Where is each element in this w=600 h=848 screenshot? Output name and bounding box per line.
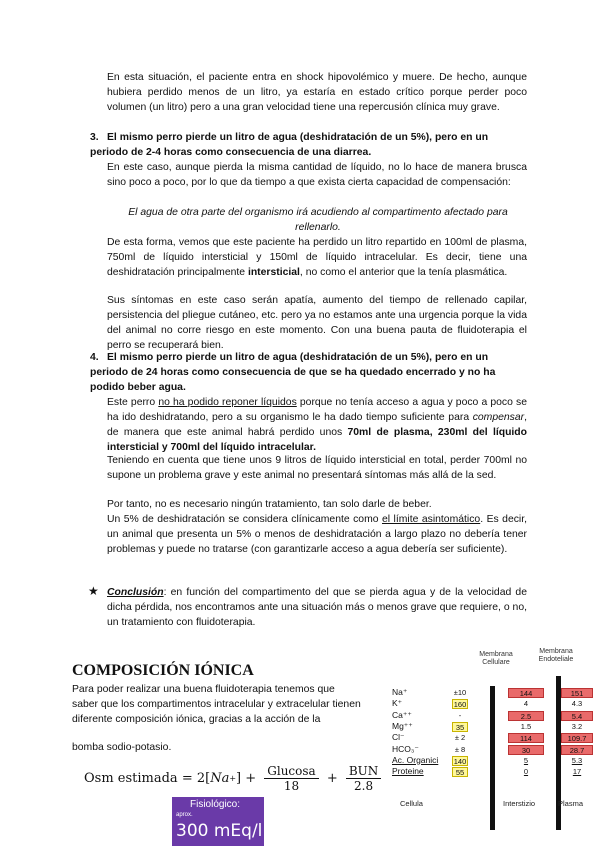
ion-label: Ac. Organici <box>392 754 439 765</box>
cell-value: - <box>458 710 462 720</box>
formula-rhs: ] + <box>236 770 261 786</box>
formula-sup: + <box>229 773 237 783</box>
interstitial-value: 144 <box>508 688 544 698</box>
item-4-title-text: El mismo perro pierde un litro de agua (deshidratación de un 5%), pero en un periodo de 24 horas como consecuencia de que se ha quedado encerrado y no ha podido beber agua. <box>90 352 496 393</box>
bun-bot: 2.8 <box>354 778 374 793</box>
i4p4-a: Un 5% de deshidratación se considera clínicamente como <box>107 514 382 525</box>
cell-value: 160 <box>453 700 467 710</box>
item-4-number: 4. <box>90 352 99 363</box>
ion-label: Proteine <box>392 766 424 777</box>
interstitial-value: 30 <box>508 745 544 755</box>
section-paragraph: Para poder realizar una buena fluidoterapia tenemos que saber que los compartimentos intracelular y extracelular tienen diferente composición iónica, gracias a la acción de la <box>72 684 361 725</box>
cell-value: 55 <box>452 767 468 777</box>
item-3-title-text: El mismo perro pierde un litro de agua (deshidratación de un 5%), pero en un periodo de 2-4 horas como consecuencia de una diarrea. <box>90 132 489 158</box>
plasma-value: 5.4 <box>561 711 593 721</box>
item-3-title <box>90 130 527 160</box>
item-4-paragraph-3: Por tanto, no es necesario ningún tratamiento, tan solo darle de beber. <box>107 499 432 510</box>
cell-value: ± 2 <box>454 733 466 743</box>
i4p4-underline: el límite asintomático <box>382 514 481 525</box>
interstitial-value: 114 <box>508 733 544 743</box>
ion-label: HCO₃⁻ <box>392 743 419 754</box>
intro-paragraph: En esta situación, el paciente entra en shock hipovolémico y muere. De hecho, aunque hubiera perdido menos de un litro, ya estaría en estado crítico porque perder poco volumen (un litro) pero a una gran velocidad tiene una repercusión clínica muy grave. <box>107 72 527 113</box>
interstitial-value: 0 <box>523 767 529 777</box>
plasma-value: 4.3 <box>571 699 583 709</box>
box-value: 300 mEq/l <box>176 821 263 841</box>
bun-fraction <box>346 764 381 793</box>
formula-lhs: Osm estimada = 2[ <box>84 770 211 786</box>
ion-label: Na⁺ <box>392 687 408 697</box>
item-4-paragraph-4 <box>107 512 527 557</box>
p2-text-a: De esta forma, vemos que este paciente ha perdido un litro repartido en 100ml de plasma, 750ml de líquido intersticial y 150ml de líquido intracelular. Es decir, tiene una deshidratación principalmente <box>107 237 527 278</box>
i4-italic: compensar <box>472 412 525 423</box>
plasma-value: 109.7 <box>561 733 593 743</box>
plasma-value: 151 <box>561 688 593 698</box>
plasma-value: 28.7 <box>561 745 593 755</box>
plasma-value: 5.3 <box>571 755 583 765</box>
interstitial-value: 5 <box>523 755 529 765</box>
item-4-paragraph-2: Teniendo en cuenta que tiene unos 9 litros de líquido intersticial en total, perder 700ml no supone un problema grave y este animal no presentará síntomas más allá de la sed. <box>107 455 527 481</box>
ion-label: Cl⁻ <box>392 732 405 743</box>
physiological-box <box>172 797 264 846</box>
glucosa-bot: 18 <box>283 778 300 793</box>
ion-label: Ca⁺⁺ <box>392 709 412 720</box>
ionic-composition-diagram <box>380 646 595 846</box>
i4-bold: 70ml de plasma, 230ml del líquido intersticial y 700ml del líquido intracelular. <box>107 427 527 453</box>
plasma-value: 17 <box>572 767 582 777</box>
plasma-value: 3.2 <box>571 721 583 731</box>
p2-bold: intersticial <box>247 267 300 278</box>
glucosa-top: Glucosa <box>264 764 318 779</box>
section-paragraph-end: bomba sodio-potasio. <box>72 742 172 753</box>
interstitial-value: 4 <box>523 699 529 709</box>
i4-a: Este perro <box>107 397 159 408</box>
ion-label: K⁺ <box>392 698 403 709</box>
i4-c: , de manera que este animal habrá perdido unos <box>107 412 527 438</box>
item-4-title <box>90 350 527 395</box>
label-interstizio: Interstizio <box>503 799 536 808</box>
item-4-paragraph-1 <box>107 395 527 455</box>
formula-plus: + <box>322 770 342 786</box>
item-3-paragraph-3: Sus síntomas en este caso serán apatía, aumento del tiempo de rellenado capilar, persistencia del pliegue cutáneo, etc. pero ya no estamos ante una urgencia porque la vida del animal no corre riesgo en este momento. Con una buena pauta de fluidoterapia el perro se recuperará bien. <box>107 295 527 351</box>
cell-membrane-line <box>490 686 495 830</box>
label-plasma: Plasma <box>558 799 584 808</box>
osm-formula <box>84 760 385 796</box>
cell-value: ± 8 <box>454 744 466 754</box>
bun-top: BUN <box>346 764 381 779</box>
conclusion-text: : en función del compartimento del que se pierda agua y de la velocidad de dicha pérdida, nos encontramos ante una situación más o menos grave que requiere, o no, un tratamiento con fluidoterapia. <box>107 587 527 628</box>
interstitial-value: 1.5 <box>520 721 532 731</box>
item-3-quote: El agua de otra parte del organismo irá acudiendo al compartimento afectado para rellenarlo. <box>128 207 508 233</box>
box-label: Fisiológico: <box>190 799 241 810</box>
i4p4-b: . Es decir, un animal que presenta un 5% o menos de deshidratación a largo plazo no debería tener problemas y puede no tratarse (con garantizarle acceso a agua debería ser suficiente). <box>107 514 527 555</box>
cell-value: ±10 <box>453 688 467 697</box>
conclusion-label: Conclusión <box>107 587 164 598</box>
cell-value: 35 <box>452 722 468 732</box>
item-3-number: 3. <box>90 132 99 143</box>
formula-na: Na <box>210 770 230 786</box>
conclusion-paragraph <box>107 585 527 630</box>
star-icon: ★ <box>88 584 99 598</box>
title-cell-membrane: Membrana Cellulare <box>479 651 513 666</box>
i4-underline: no ha podido reponer líquidos <box>158 397 297 408</box>
interstitial-value: 2.5 <box>508 711 544 721</box>
label-cellula: Cellula <box>400 799 423 808</box>
ion-label: Mg⁺⁺ <box>392 720 413 731</box>
glucosa-fraction <box>264 764 318 793</box>
item-3-paragraph-1: En este caso, aunque pierda la misma cantidad de líquido, no lo hace de manera brusca sino poco a poco, por lo que da tiempo a que exista cierta capacidad de compensación: <box>107 162 527 188</box>
i4-b: porque no tenía acceso a agua y poco a poco se ha ido deshidratando, pero a su organismo le ha dado tiempo suficiente para <box>107 397 527 423</box>
item-3-paragraph-2 <box>107 235 527 280</box>
p2-text-b: , no como el anterior que la tenía plasmática. <box>299 267 508 278</box>
section-heading: COMPOSICIÓN IÓNICA <box>72 662 254 679</box>
box-aprox: aprox. <box>176 812 193 818</box>
cell-value: 140 <box>453 756 467 766</box>
title-endothelial-membrane: Membrana Endoteliale <box>538 648 574 663</box>
